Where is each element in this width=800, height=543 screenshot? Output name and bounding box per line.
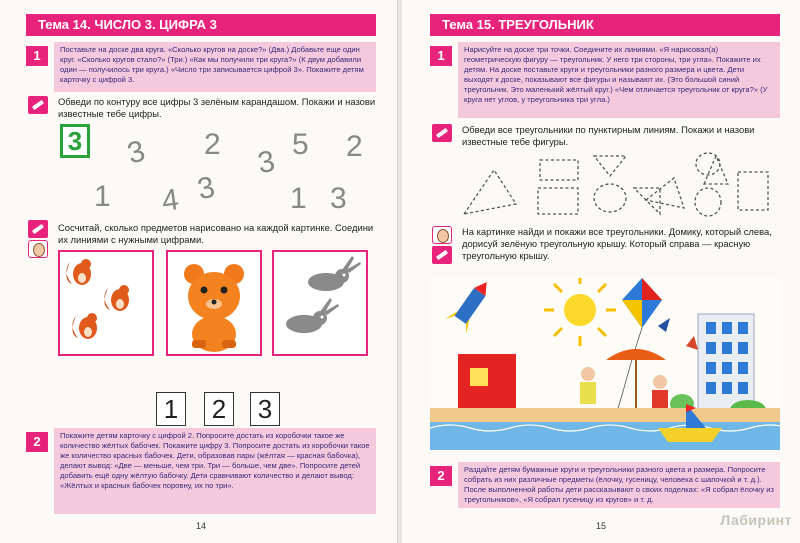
right-block2-note: Раздайте детям бумажные круги и треугольники разного цвета и размера. Попросите собрать из них различные предметы (ёлочку, гусеницу, человека с шапочкой и т. д.). После выполненной работы дети рассказывают о своих поделках: «Я собрал ёлочку из треугольников», «Я собрал гусеницу из кругов» и т. д. <box>458 462 780 508</box>
squirrels-illustration <box>60 252 152 354</box>
child-face-icon <box>432 226 452 244</box>
left-task2-text: Сосчитай, сколько предметов нарисовано на каждой картинке. Соедини их линиями с нужными цифрами. <box>58 222 374 245</box>
pencil-icon <box>28 96 48 114</box>
left-page-title: Тема 14. ЧИСЛО 3. ЦИФРА 3 <box>26 14 376 36</box>
scattered-digit: 4 <box>159 183 181 219</box>
bear-illustration <box>168 252 260 354</box>
card-digit-two: 2 <box>204 392 234 426</box>
left-task1-text: Обведи по контуру все цифры 3 зелёным карандашом. Покажи и назови известные тебе цифры. <box>58 96 376 119</box>
scattered-digit: 5 <box>292 128 309 161</box>
left-block2-note: Покажите детям карточку с цифрой 2. Попросите достать из коробочки такое же количество жёлтых бабочек. Покажите цифру 3. Попросите достать из коробочки такое же количество красных бабочек. Дети, образовав пары (жёлтая — красная бабочка), делают вывод: «Две — меньше, чем три. Три — больше, чем две». Попросите детей добавить ещё одну жёлтую бабочку. Дети сравнивают количество и делают вывод: «Жёлтых и красных бабочек поровну, их по три». <box>54 428 376 514</box>
picture-hares <box>272 250 368 356</box>
card-digit-three: 3 <box>250 392 280 426</box>
right-task2-text: На картинке найди и покажи все треугольники. Домику, который слева, дорисуй зелёную треугольную крышу. Который справа — красную треугольную крышу. <box>462 226 772 261</box>
left-page <box>0 0 398 543</box>
child-face-icon <box>28 240 48 258</box>
green-digit-three: 3 <box>60 124 90 158</box>
pencil-icon <box>432 246 452 264</box>
pencil-icon <box>432 124 452 142</box>
publisher-logo: Лабиринт <box>720 512 792 528</box>
right-block1-number: 1 <box>430 46 452 66</box>
hares-illustration <box>274 252 366 354</box>
scattered-digit: 1 <box>94 180 111 213</box>
scattered-digit: 2 <box>204 128 221 161</box>
right-task1-text: Обведи все треугольники по пунктирным линиям. Покажи и назови известные тебе фигуры. <box>462 124 755 147</box>
right-block2-number: 2 <box>430 466 452 486</box>
scattered-digit: 3 <box>194 170 218 207</box>
card-digit-one: 1 <box>156 392 186 426</box>
pencil-icon <box>28 220 48 238</box>
left-page-number: 14 <box>196 521 207 531</box>
scattered-digit: 2 <box>346 130 363 163</box>
scene-illustration <box>430 278 780 450</box>
right-page-title: Тема 15. ТРЕУГОЛЬНИК <box>430 14 780 36</box>
left-block2-number: 2 <box>26 432 48 452</box>
right-page-number: 15 <box>596 521 607 531</box>
right-page <box>402 0 800 543</box>
dashed-shapes <box>446 150 780 222</box>
picture-squirrels <box>58 250 154 356</box>
left-block1-note: Поставьте на доске два круга. «Сколько кругов на доске?» (Два.) Добавьте еще один круг. «Сколько кругов стало?» (Три.) «Как мы получили три круга?» (К двум добавили один — получилось три круга.) «Число три записывается цифрой 3». Покажите детям карточку с цифрой 3. <box>54 42 376 92</box>
left-block1-number: 1 <box>26 46 48 66</box>
scattered-digit: 1 <box>290 182 307 215</box>
triangles-scene <box>430 278 780 450</box>
right-block1-note: Нарисуйте на доске три точки. Соедините их линиями. «Я нарисовал(а) геометрическую фигуру — треугольник. У него три стороны, три угла». Покажите их детям. На доске поставьте круги и треугольники разного размера и цвета. Дети выходят к доске, показывают все фигуры и называют их. (Это большой синий треугольник. Это маленький жёлтый круг.) «Чем отличается треугольник от круга?» (У круга нет углов, у треугольника три угла.) <box>458 42 780 118</box>
scattered-digit: 3 <box>255 144 278 181</box>
scattered-digit: 3 <box>330 182 347 215</box>
picture-bear <box>166 250 262 356</box>
scattered-digit: 3 <box>123 134 149 171</box>
